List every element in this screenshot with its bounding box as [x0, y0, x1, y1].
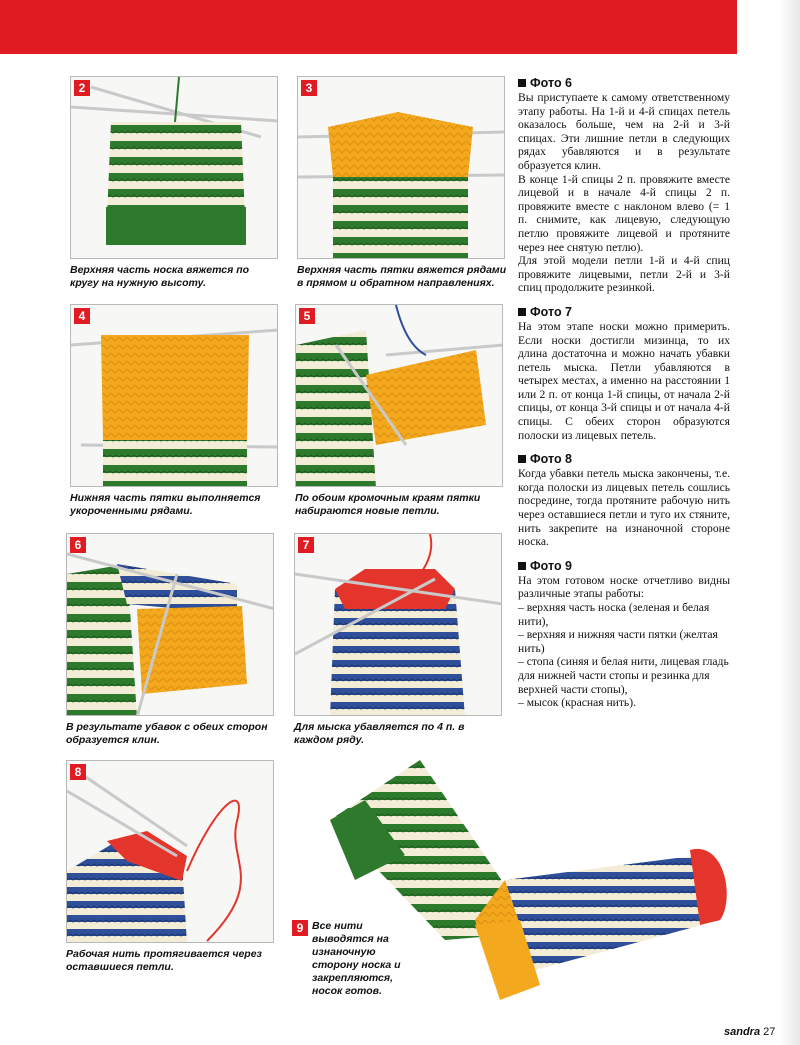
- bullet-square-icon: [518, 308, 526, 316]
- bullet-square-icon: [518, 562, 526, 570]
- photo-3-badge: 3: [301, 80, 317, 96]
- photo-5-caption: По обоим кромочным краям пятки набираются новые петли.: [295, 492, 481, 517]
- photo-6-caption: В результате убавок с обеих сторон образуется клин.: [66, 721, 268, 746]
- photo-2-badge: 2: [74, 80, 90, 96]
- section-9-heading: Фото 9: [518, 559, 730, 573]
- photo-7: [294, 533, 502, 716]
- photo-8-caption: Рабочая нить протягивается через оставшиеся петли.: [66, 948, 262, 973]
- photo-5: [295, 304, 503, 487]
- photo-3-image: [298, 77, 505, 259]
- section-6-para-3: Для этой модели петли 1-й и 4-й спиц провяжите лицевыми, петли 2-й и 3-й спиц продолжите резинкой.: [518, 254, 730, 295]
- photo-2: [70, 76, 278, 259]
- photo-6-image: [67, 534, 274, 716]
- photo-5-badge: 5: [299, 308, 315, 324]
- photo-7-image: [295, 534, 502, 716]
- photo-2-caption: Верхняя часть носка вяжется по кругу на нужную высоту.: [70, 264, 250, 289]
- magazine-brand: sandra: [724, 1026, 761, 1038]
- instructions-column: [518, 76, 730, 710]
- photo-7-caption: Для мыска убавляется по 4 п. в каждом ряду.: [294, 721, 465, 746]
- photo-9-badge: 9: [292, 920, 308, 936]
- photo-4-image: [71, 305, 278, 487]
- photo-4: [70, 304, 278, 487]
- section-7-para-1: На этом этапе носки можно примерить. Если носки достигли мизинца, то их длина достаточна и можно начать убавки петель мыска. Петли убавляются в четырех местах, а именно на расстоянии 1 или 2 п. от конца 1-й спицы, от начала 2-й спицы, от конца 3-й спицы и от начала 4-й спицы. С обеих сторон образуются полоски из лицевых петель.: [518, 319, 730, 442]
- bullet-square-icon: [518, 79, 526, 87]
- photo-9-caption: Все нити выводятся на изнаночную сторону носка и закрепляются, носок готов.: [312, 920, 401, 997]
- section-9-list-2: – верхняя и нижняя части пятки (желтая нить): [518, 628, 718, 655]
- section-9-para-1: На этом готовом носке отчетливо видны различные этапы работы:: [518, 573, 730, 601]
- section-9-list-3: – стопа (синяя и белая нити, лицевая гладь для нижней части стопы и резинка для верхней части стопы),: [518, 655, 729, 696]
- photo-6: [66, 533, 274, 716]
- section-9-list-1: – верхняя часть носка (зеленая и белая нити),: [518, 601, 710, 628]
- photo-3: [297, 76, 505, 259]
- page-spine-shadow: [780, 0, 800, 1045]
- section-7-heading: Фото 7: [518, 305, 730, 319]
- photo-6-badge: 6: [70, 537, 86, 553]
- photo-8: [66, 760, 274, 943]
- section-8-heading: Фото 8: [518, 452, 730, 466]
- photo-4-caption: Нижняя часть пятки выполняется укороченными рядами.: [70, 492, 261, 517]
- section-9-list-4: – мысок (красная нить).: [518, 696, 636, 710]
- header-red-bar: [0, 0, 737, 54]
- photo-4-badge: 4: [74, 308, 90, 324]
- photo-8-badge: 8: [70, 764, 86, 780]
- section-8-para-1: Когда убавки петель мыска закончены, т.е. когда полоски из лицевых петель сошлись посредине, тогда протяните рабочую нить через оставшиеся петли и туго их стяните, нить закрепите на изнаночной стороне носка.: [518, 467, 730, 549]
- page-footer: [724, 1026, 775, 1038]
- photo-2-image: [71, 77, 278, 259]
- bullet-square-icon: [518, 455, 526, 463]
- section-6-para-1: Вы приступаете к самому ответственному этапу работы. На 1-й и 4-й спицах петель оказалось больше, чем на 2-й и 3-й спицах. Эти лишние петли в следующих рядах убавляются и в результате образуется клин.: [518, 91, 730, 172]
- photo-3-caption: Верхняя часть пятки вяжется рядами в прямом и обратном направлениях.: [297, 264, 507, 289]
- page-number: 27: [763, 1026, 776, 1038]
- section-6-para-2: В конце 1-й спицы 2 п. провяжите вместе лицевой и в начале 4-й спицы 2 п. провяжите вместе с наклоном влево (= 1 п. снимите, как лицевую, следующую петлю провяжите лицевой и протяните через нее снятую петлю).: [518, 172, 730, 254]
- section-6-heading: Фото 6: [518, 76, 730, 90]
- photo-5-image: [296, 305, 503, 487]
- photo-8-image: [67, 761, 274, 943]
- photo-7-badge: 7: [298, 537, 314, 553]
